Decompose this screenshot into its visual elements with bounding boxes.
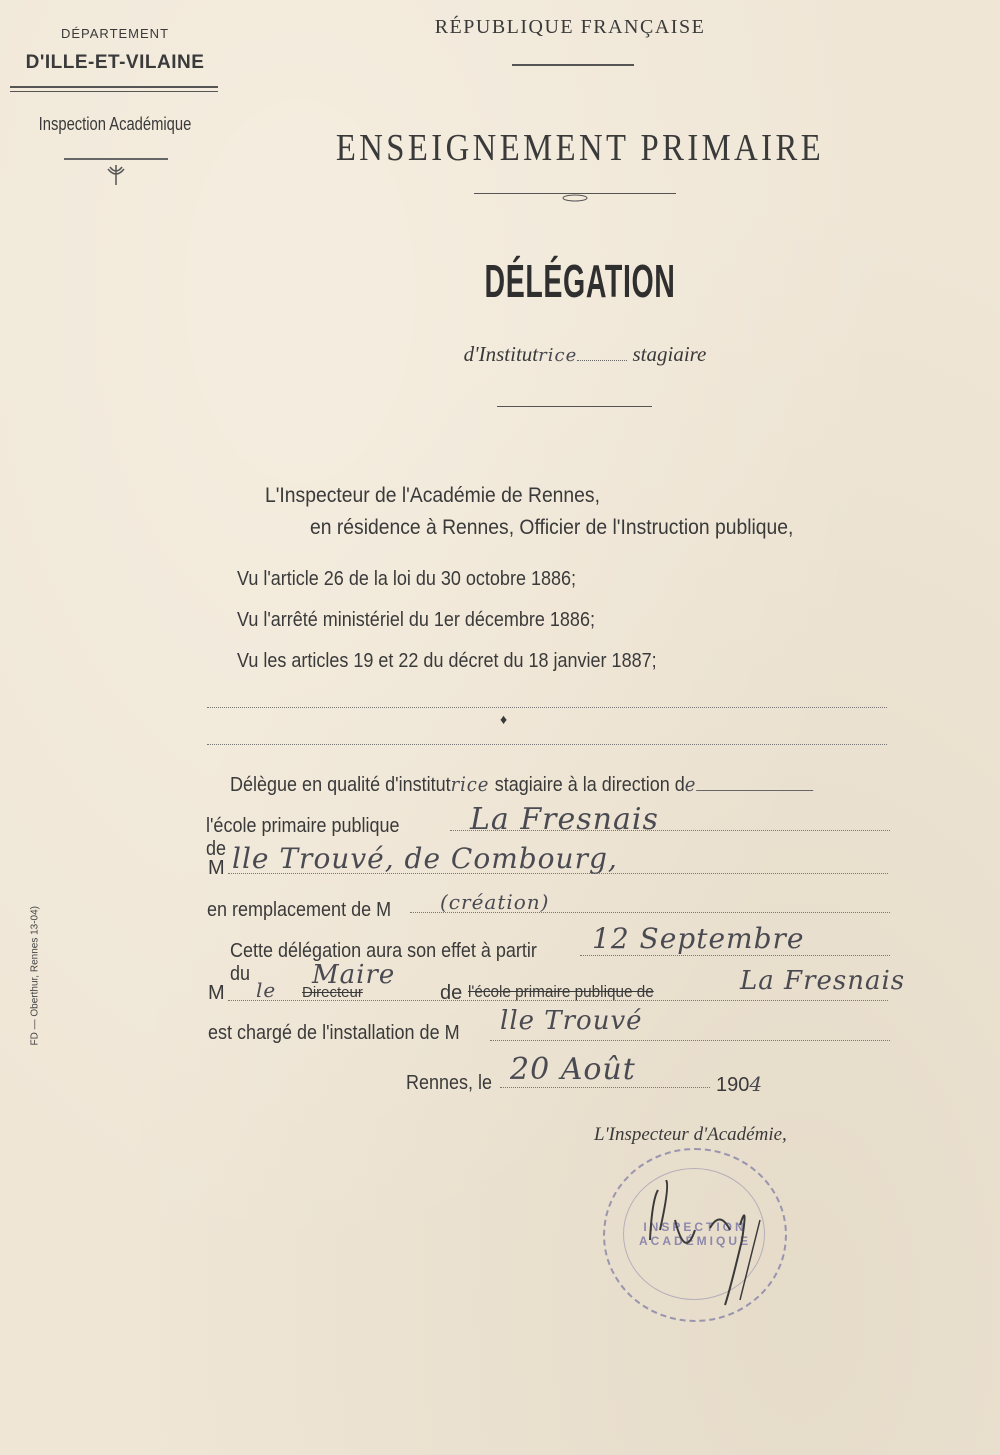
body-l6-line bbox=[228, 1000, 888, 1001]
header-double-rule bbox=[10, 86, 218, 88]
separator-bottom bbox=[207, 744, 887, 745]
body-l4-text: en remplacement de M bbox=[207, 899, 392, 921]
intro-line-1: L'Inspecteur de l'Académie de Rennes, bbox=[265, 484, 600, 507]
body-l7-text: est chargé de l'installation de M bbox=[208, 1022, 460, 1044]
signature-label: L'Inspecteur d'Académie, bbox=[594, 1124, 787, 1145]
intro-line-2: en résidence à Rennes, Officier de l'Instruction publique, bbox=[310, 516, 794, 539]
body-l7-line bbox=[490, 1040, 890, 1041]
printer-mark: FD — Oberthur, Rennes 13-04) bbox=[29, 905, 41, 1046]
date-year bbox=[716, 1072, 763, 1097]
subtitle-suffix: stagiaire bbox=[632, 342, 707, 366]
republique-heading: RÉPUBLIQUE FRANÇAISE bbox=[434, 16, 706, 38]
date-text: Rennes, le bbox=[406, 1072, 493, 1094]
inspection-label: Inspection Académique bbox=[38, 114, 192, 134]
vu-line-3: Vu les articles 19 et 22 du décret du 18 janvier 1887; bbox=[237, 650, 657, 672]
header-rule bbox=[10, 91, 218, 92]
enseignement-heading: ENSEIGNEMENT PRIMAIRE bbox=[335, 127, 825, 169]
body-l1-handwriting: rice bbox=[450, 772, 490, 796]
delegation-title: DÉLÉGATION bbox=[484, 255, 676, 307]
body-l4-line bbox=[410, 912, 890, 913]
body-l1-text-b: stagiaire à la direction d bbox=[494, 774, 685, 796]
body-l3-line bbox=[228, 873, 888, 874]
body-l6-struck-2: l'école primaire publique de bbox=[468, 982, 654, 1001]
date-year-printed: 190 bbox=[716, 1074, 750, 1096]
rule-ornament-icon bbox=[560, 189, 590, 197]
body-l2-handwriting: La Fresnais bbox=[470, 802, 659, 837]
subtitle-rule bbox=[497, 406, 652, 407]
department-label: DÉPARTEMENT bbox=[60, 26, 170, 41]
date-year-handwriting: 4 bbox=[749, 1072, 764, 1096]
body-l6-text-de: de bbox=[440, 982, 463, 1004]
subtitle-handwriting: rice bbox=[538, 345, 578, 366]
separator-top bbox=[207, 707, 887, 708]
inspection-rule bbox=[64, 158, 168, 160]
body-l6-text-m: M bbox=[208, 982, 225, 1004]
separator-diamond-icon: ♦ bbox=[500, 713, 508, 728]
body-l2-text: l'école primaire publique de bbox=[206, 815, 400, 860]
republique-rule bbox=[512, 64, 634, 66]
vu-line-1: Vu l'article 26 de la loi du 30 octobre 1886; bbox=[237, 568, 577, 590]
body-line-1 bbox=[230, 772, 842, 797]
subtitle-prefix: d'Institut bbox=[463, 342, 539, 366]
body-l5-text: Cette délégation aura son effet à partir du bbox=[230, 940, 537, 985]
body-l6-handwriting-2: Maire bbox=[312, 960, 396, 990]
department-name: D'ILLE-ET-VILAINE bbox=[25, 52, 205, 73]
body-l5-line bbox=[580, 955, 890, 956]
body-l4-handwriting: (création) bbox=[440, 890, 550, 914]
body-l7-handwriting: lle Trouvé bbox=[500, 1006, 643, 1036]
ornament-icon bbox=[103, 163, 129, 187]
delegation-subtitle bbox=[420, 342, 750, 367]
body-l6-handwriting-1: le bbox=[256, 978, 277, 1002]
body-l6-handwriting-3: La Fresnais bbox=[740, 966, 906, 996]
body-l5-handwriting: 12 Septembre bbox=[592, 922, 805, 955]
body-l3-handwriting: lle Trouvé, de Combourg, bbox=[232, 842, 618, 875]
body-l6-struck-1: Directeur bbox=[302, 984, 363, 1001]
body-l1-handwriting-2: e bbox=[684, 772, 697, 796]
handwritten-signature bbox=[630, 1180, 770, 1310]
vu-line-2: Vu l'arrêté ministériel du 1er décembre 1886; bbox=[237, 609, 595, 631]
body-l1-text-a: Délègue en qualité d'institut bbox=[230, 774, 451, 796]
date-handwriting: 20 Août bbox=[510, 1052, 636, 1087]
date-line bbox=[500, 1087, 710, 1088]
body-l3-text: M bbox=[208, 857, 225, 879]
body-l2-line bbox=[450, 830, 890, 831]
stamp-text: INSPECTION ACADÉMIQUE bbox=[638, 1220, 751, 1248]
